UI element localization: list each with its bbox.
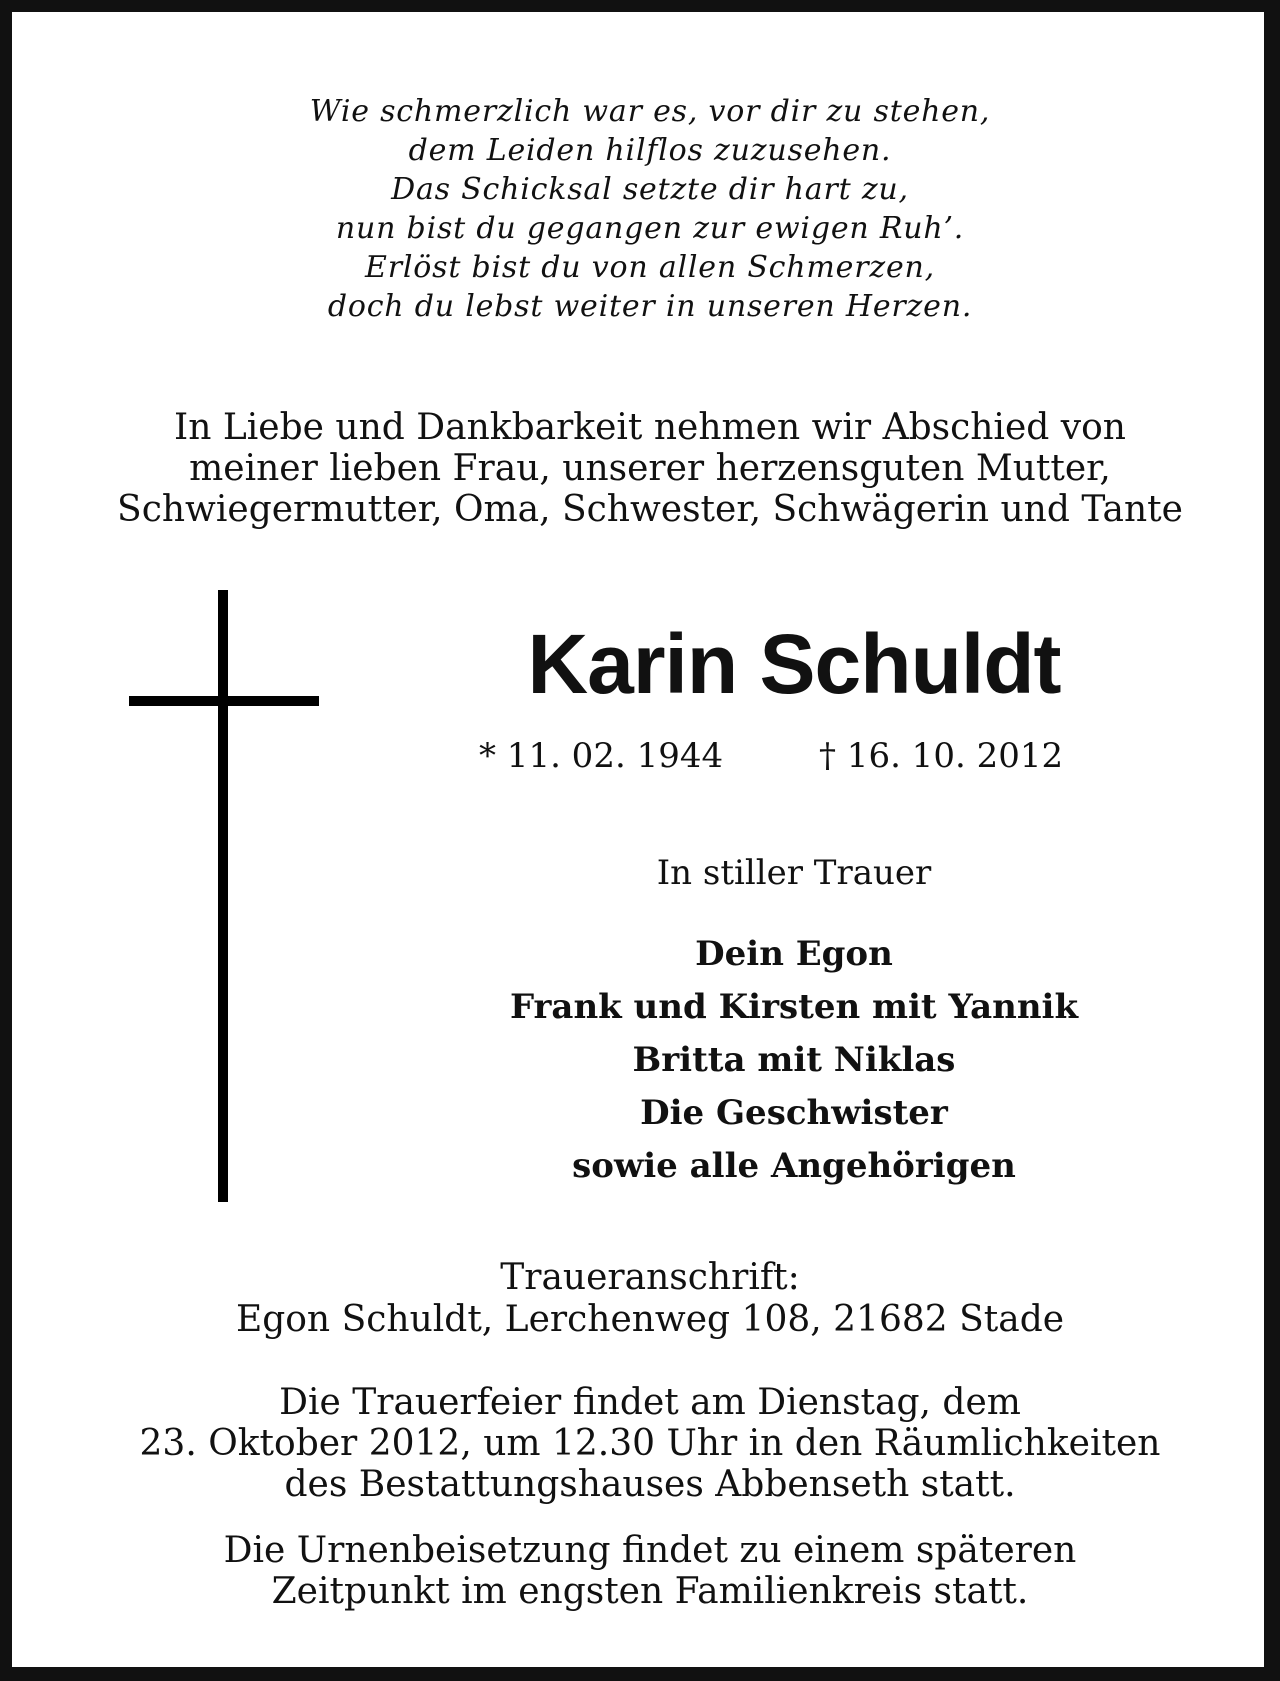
intro-line: In Liebe und Dankbarkeit nehmen wir Abschied von — [174, 407, 1126, 448]
burial-line: Die Urnenbeisetzung findet zu einem späteren — [223, 1530, 1077, 1571]
mourner-line: Britta mit Niklas — [632, 1040, 956, 1080]
poem — [24, 92, 1276, 326]
burial-line: Zeitpunkt im engsten Familienkreis statt. — [271, 1571, 1029, 1612]
ceremony-line: des Bestattungshauses Abbenseth statt. — [284, 1464, 1016, 1505]
mourner-line: sowie alle Angehörigen — [572, 1146, 1016, 1186]
ceremony-line: Die Trauerfeier findet am Dienstag, dem — [279, 1382, 1021, 1423]
address-value: Egon Schuldt, Lerchenweg 108, 21682 Stade — [235, 1299, 1065, 1340]
mourner-line: Die Geschwister — [640, 1093, 948, 1133]
poem-line: Das Schicksal setzte dir hart zu, — [391, 172, 909, 207]
poem-line: Wie schmerzlich war es, vor dir zu stehen, — [309, 94, 991, 129]
farewell-intro — [24, 407, 1276, 530]
poem-line: Erlöst bist du von allen Schmerzen, — [365, 250, 935, 285]
cross-vertical-beam — [218, 590, 228, 1202]
ceremony-notice — [24, 1382, 1276, 1505]
life-dates — [479, 736, 1064, 776]
intro-line: meiner lieben Frau, unserer herzensguten Mutter, — [189, 448, 1111, 489]
intro-line: Schwiegermutter, Oma, Schwester, Schwägerin und Tante — [117, 489, 1183, 530]
cross-horizontal-beam — [129, 696, 319, 706]
birth-date: * 11. 02. 1944 — [479, 736, 724, 776]
poem-line: doch du lebst weiter in unseren Herzen. — [327, 289, 973, 324]
mourners-list — [444, 928, 1144, 1193]
mourner-line: Frank und Kirsten mit Yannik — [509, 987, 1079, 1027]
burial-notice — [24, 1530, 1276, 1612]
deceased-name: Karin Schuldt — [527, 617, 1061, 711]
obituary-content — [24, 24, 1276, 1679]
latin-cross-icon — [129, 590, 319, 1202]
poem-line: dem Leiden hilflos zuzusehen. — [408, 133, 892, 168]
address-label: Traueranschrift: — [500, 1257, 800, 1298]
mourner-line: Dein Egon — [695, 934, 893, 974]
ceremony-line: 23. Oktober 2012, um 12.30 Uhr in den Räumlichkeiten — [139, 1423, 1161, 1464]
mourning-intro: In stiller Trauer — [656, 853, 932, 893]
death-date: † 16. 10. 2012 — [819, 736, 1064, 776]
mourning-address — [24, 1257, 1276, 1341]
poem-line: nun bist du gegangen zur ewigen Ruh’. — [335, 211, 965, 246]
